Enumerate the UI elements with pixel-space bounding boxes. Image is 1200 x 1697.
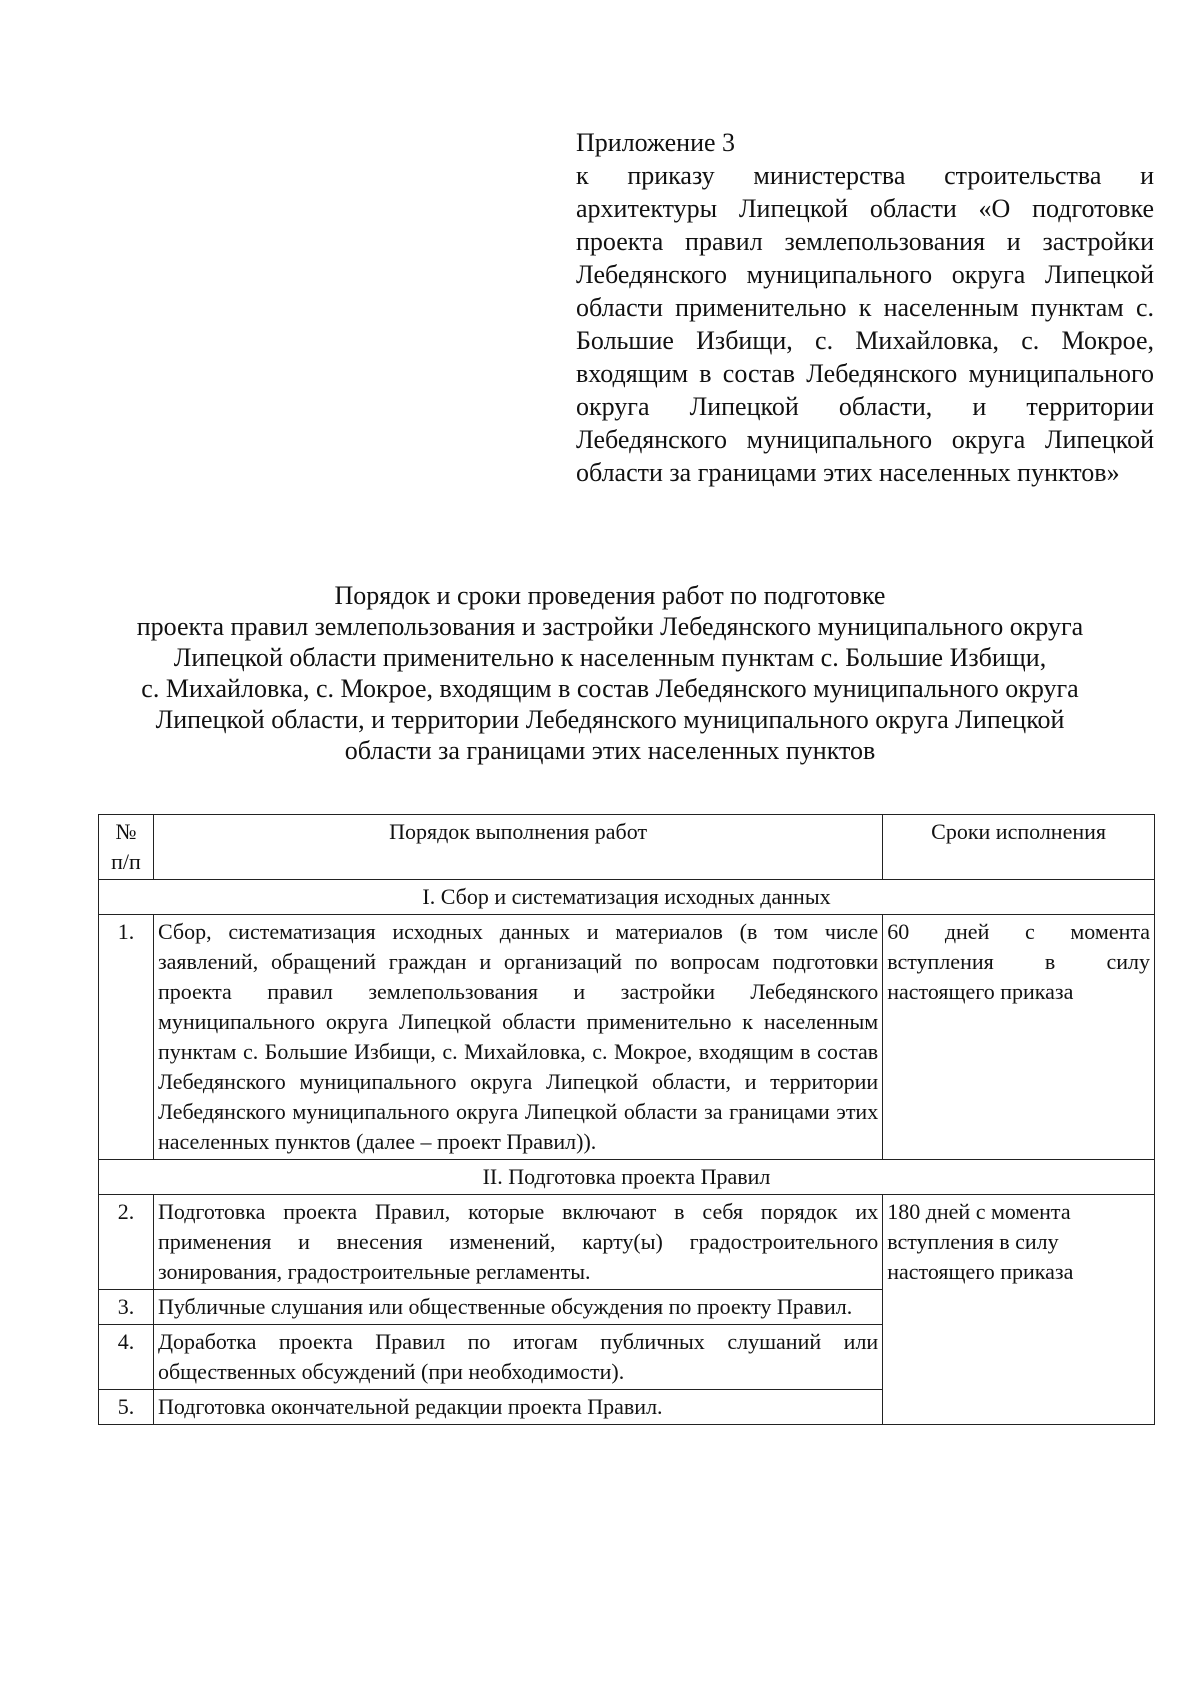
- row-4-work: Доработка проекта Правил по итогам публичных слушаний или общественных обсуждений (при необходимости).: [153, 1325, 882, 1390]
- row-2-work: Подготовка проекта Правил, которые включают в себя порядок их применения и внесения изменений, карту(ы) градостроительного зонирования, градостроительные регламенты.: [153, 1195, 882, 1290]
- row-5-work: Подготовка окончательной редакции проекта Правил.: [153, 1390, 882, 1425]
- section-2-row: [99, 1160, 1155, 1195]
- row-3-work: Публичные слушания или общественные обсуждения по проекту Правил.: [153, 1290, 882, 1325]
- section-1-title: I. Сбор и систематизация исходных данных: [99, 880, 1155, 915]
- header-num-line2: п/п: [111, 849, 141, 874]
- title-line: Порядок и сроки проведения работ по подготовке: [334, 581, 886, 610]
- row-3-num: 3.: [99, 1290, 154, 1325]
- title-line: проекта правил землепользования и застройки Лебедянского муниципального округа: [136, 612, 1084, 641]
- table-header-row: [99, 815, 1155, 880]
- row-1-term: 60 дней с момента вступления в силу настоящего приказа: [883, 915, 1155, 1160]
- title-line: области за границами этих населенных пунктов: [344, 736, 876, 765]
- appendix-text: к приказу министерства строительства и архитектуры Липецкой области «О подготовке проекта правил землепользования и застройки Лебедянского муниципального округа Липецкой области применительно к населенным пунктам с. Большие Избищи, с. Михайловка, с. Мокрое, входящим в состав Лебедянского муниципального округа Липецкой области, и территории Лебедянского муниципального округа Липецкой области за границами этих населенных пунктов»: [576, 161, 1154, 487]
- table-row: [99, 915, 1155, 1160]
- row-5-num: 5.: [99, 1390, 154, 1425]
- row-4-num: 4.: [99, 1325, 154, 1390]
- title-line: Липецкой области, и территории Лебедянского муниципального округа Липецкой: [155, 705, 1065, 734]
- section-1-row: [99, 880, 1155, 915]
- section-2-term: 180 дней с момента вступления в силу настоящего приказа: [883, 1195, 1155, 1425]
- appendix-block: [576, 126, 1154, 489]
- works-table: [98, 814, 1155, 1425]
- row-1-work: Сбор, систематизация исходных данных и материалов (в том числе заявлений, обращений граждан и организаций по вопросам подготовки проекта правил землепользования и застройки Лебедянского муниципального округа Липецкой области применительно к населенным пунктам с. Большие Избищи, с. Михайловка, с. Мокрое, входящим в состав Лебедянского муниципального округа Липецкой области, и территории Лебедянского муниципального округа Липецкой области за границами этих населенных пунктов (далее – проект Правил)).: [153, 915, 882, 1160]
- header-num: [99, 815, 154, 880]
- header-num-line1: №: [115, 819, 137, 844]
- section-2-title: II. Подготовка проекта Правил: [99, 1160, 1155, 1195]
- table-row: [99, 1195, 1155, 1290]
- row-1-num: 1.: [99, 915, 154, 1160]
- header-term: Сроки исполнения: [883, 815, 1155, 880]
- header-work: Порядок выполнения работ: [153, 815, 882, 880]
- title-line: с. Михайловка, с. Мокрое, входящим в состав Лебедянского муниципального округа: [141, 674, 1079, 703]
- title-line: Липецкой области применительно к населенным пунктам с. Большие Избищи,: [173, 643, 1047, 672]
- appendix-title: Приложение 3: [576, 128, 736, 157]
- document-title: [60, 580, 1160, 766]
- row-2-num: 2.: [99, 1195, 154, 1290]
